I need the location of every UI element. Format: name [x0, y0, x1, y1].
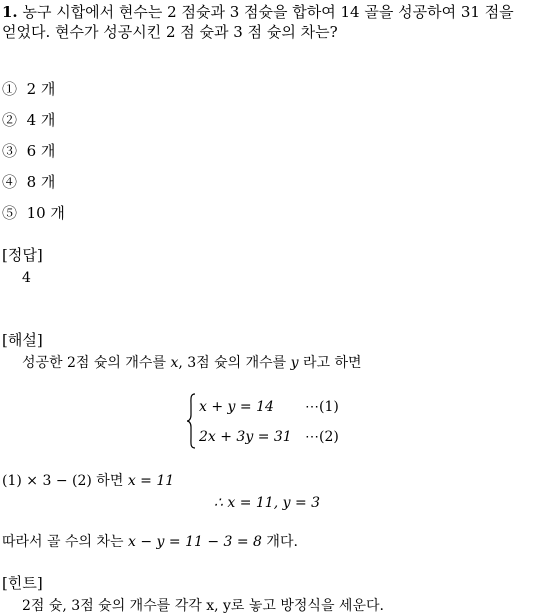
choice-text: 8 개 — [26, 173, 56, 191]
step-word: 하면 — [96, 473, 124, 489]
choice-text: 4 개 — [26, 111, 56, 129]
conclusion-expression: x − y = 11 − 3 = 8 — [128, 534, 262, 550]
therefore-line: ∴ x = 11, y = 3 — [214, 495, 321, 511]
choice-marker: ① — [2, 80, 18, 98]
left-brace-icon — [186, 393, 196, 449]
step-result: x = 11 — [127, 473, 175, 489]
intro-text-1: 성공한 2점 슛의 개수를 — [22, 355, 166, 371]
choice-marker: ② — [2, 111, 18, 129]
variable-y: y — [290, 355, 299, 371]
question-text-1: 농구 시합에서 현수는 2 점슛과 3 점슛을 합하여 14 골을 성공하여 31 점을 — [22, 3, 514, 21]
choice-text: 10 개 — [26, 204, 65, 222]
explanation-intro — [22, 353, 362, 373]
hint-text: 2점 슛, 3점 슛의 개수를 각각 x, y로 놓고 방정식을 세운다. — [22, 598, 384, 614]
intro-text-3: 라고 하면 — [303, 355, 362, 371]
answer-value: 4 — [22, 270, 31, 286]
choice-3[interactable] — [2, 141, 55, 161]
choice-marker: ⑤ — [2, 204, 18, 222]
elimination-step — [2, 471, 174, 491]
conclusion-text-1: 따라서 골 수의 차는 — [2, 534, 124, 550]
question-line-1 — [2, 2, 514, 22]
answer-heading: [정답] — [2, 246, 43, 264]
equation-1: x + y = 14 — [199, 399, 274, 415]
equation-2-label: ⋯(2) — [305, 429, 339, 445]
choice-2[interactable] — [2, 110, 55, 130]
variable-x: x — [170, 355, 179, 371]
choice-5[interactable] — [2, 203, 65, 223]
choice-text: 2 개 — [26, 80, 56, 98]
choice-text: 6 개 — [26, 142, 56, 160]
explanation-heading: [해설] — [2, 331, 43, 349]
choice-4[interactable] — [2, 172, 55, 192]
step-expression: (1) × 3 − (2) — [2, 473, 92, 489]
question-number: 1. — [2, 3, 18, 21]
choice-marker: ③ — [2, 142, 18, 160]
conclusion-text-2: 개다. — [266, 534, 298, 550]
choice-1[interactable] — [2, 79, 55, 99]
conclusion-line — [2, 532, 298, 552]
question-line-2: 얻었다. 현수가 성공시킨 2 점 슛과 3 점 슛의 차는? — [2, 23, 338, 41]
equation-2: 2x + 3y = 31 — [199, 429, 292, 445]
choice-marker: ④ — [2, 173, 18, 191]
hint-heading: [힌트] — [2, 574, 43, 592]
intro-text-2: , 3점 슛의 개수를 — [178, 355, 287, 371]
equation-1-label: ⋯(1) — [305, 399, 339, 415]
